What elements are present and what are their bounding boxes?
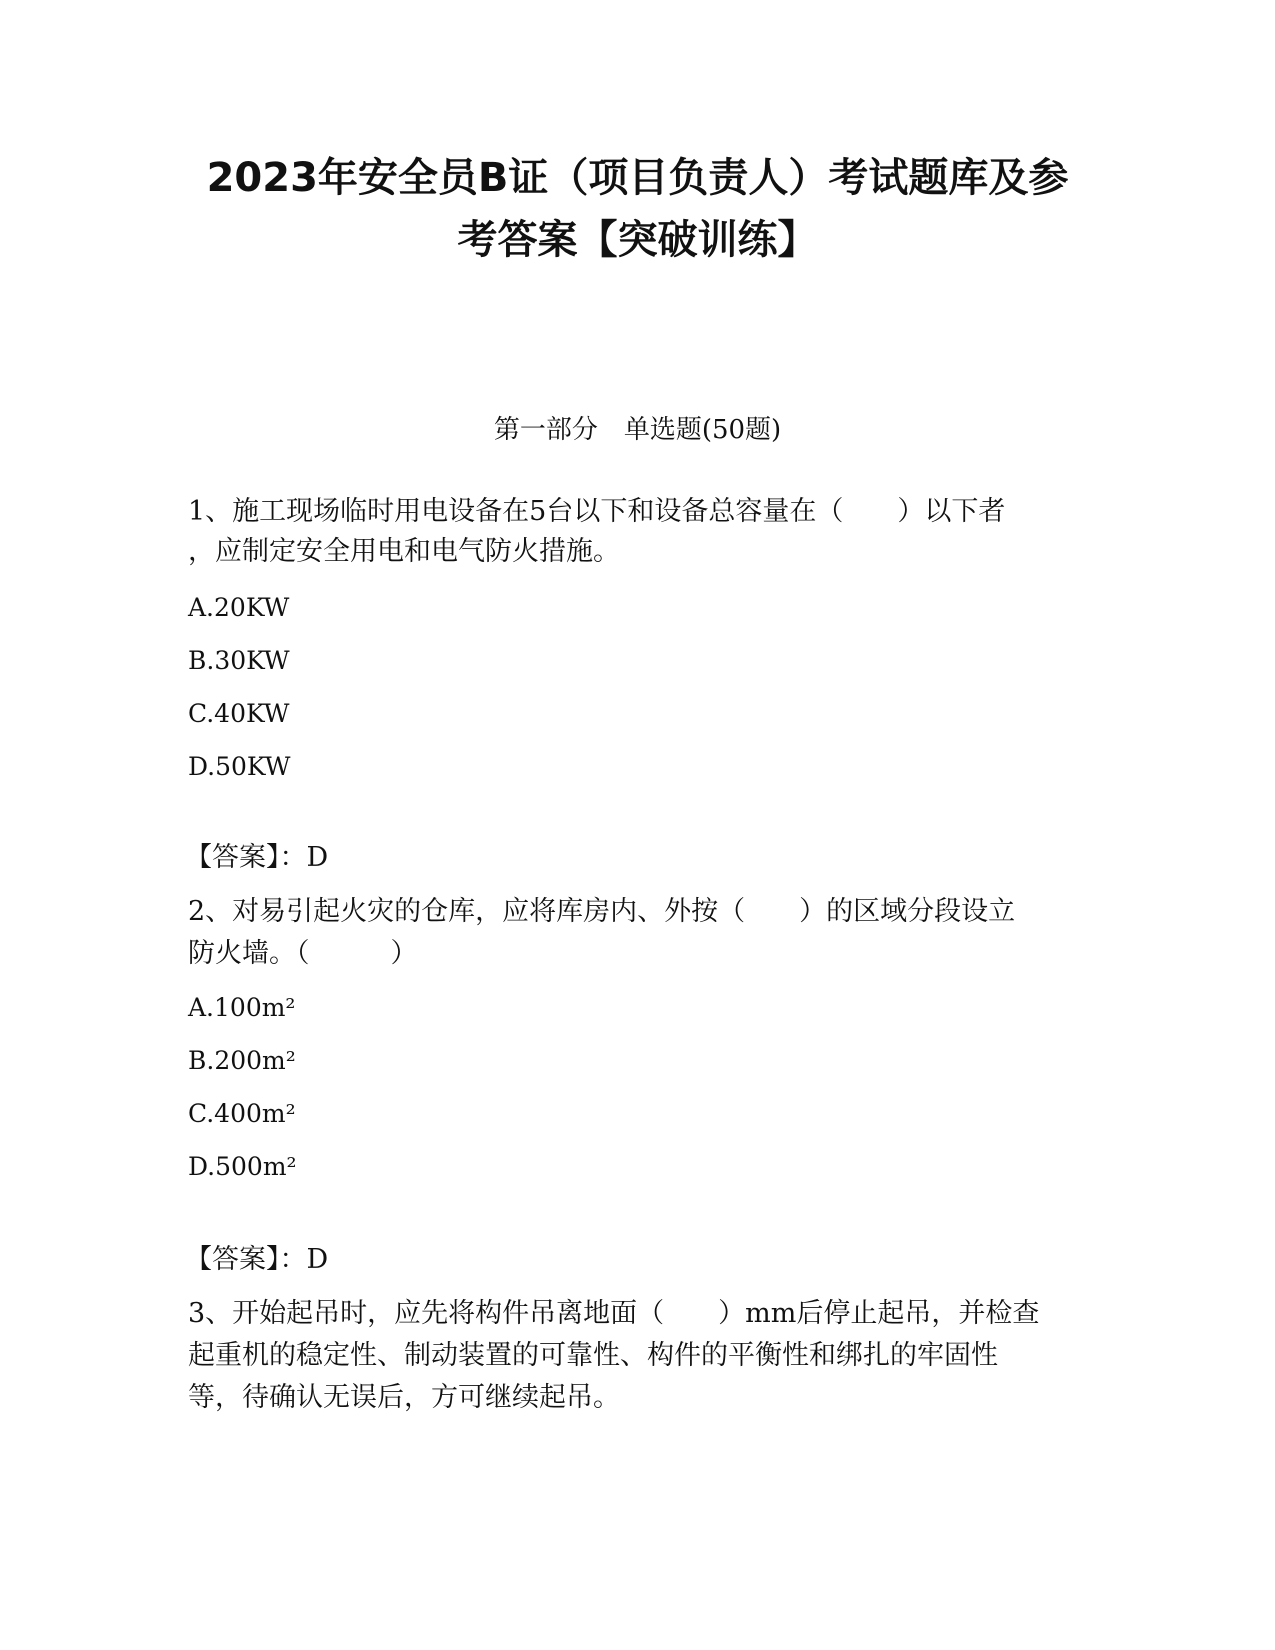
question-2-option-d: D.500m²	[188, 1152, 297, 1181]
question-1-text-line-2: ，应制定安全用电和电气防火措施。	[188, 536, 620, 567]
question-1-text-line-1: 1、施工现场临时用电设备在5台以下和设备总容量在（ ）以下者	[188, 496, 1006, 527]
question-1-answer: 【答案】：D	[185, 842, 329, 873]
question-3-text-line-1: 3、开始起吊时，应先将构件吊离地面（ ）mm后停止起吊，并检查	[188, 1298, 1040, 1329]
document-title-line-1: 2023年安全员B证（项目负责人）考试题库及参	[206, 155, 1069, 201]
question-1-option-c: C.40KW	[188, 699, 290, 728]
question-2-text-line-1: 2、对易引起火灾的仓库，应将库房内、外按（ ）的区域分段设立	[188, 896, 1016, 927]
question-1-option-b: B.30KW	[188, 646, 290, 675]
question-1-option-d: D.50KW	[188, 752, 291, 781]
question-2-answer: 【答案】：D	[185, 1244, 329, 1275]
question-2-text-line-2: 防火墙。（ ）	[188, 938, 418, 969]
question-3-text-line-3: 等，待确认无误后，方可继续起吊。	[188, 1382, 620, 1413]
question-2-option-a: A.100m²	[188, 993, 296, 1022]
document-title-line-2: 考答案【突破训练】	[457, 217, 818, 263]
section-heading: 第一部分 单选题(50题)	[493, 415, 782, 445]
question-2-option-c: C.400m²	[188, 1099, 296, 1128]
question-3-text-line-2: 起重机的稳定性、制动装置的可靠性、构件的平衡性和绑扎的牢固性	[188, 1340, 998, 1371]
question-1-option-a: A.20KW	[188, 593, 290, 622]
question-2-option-b: B.200m²	[188, 1046, 296, 1075]
